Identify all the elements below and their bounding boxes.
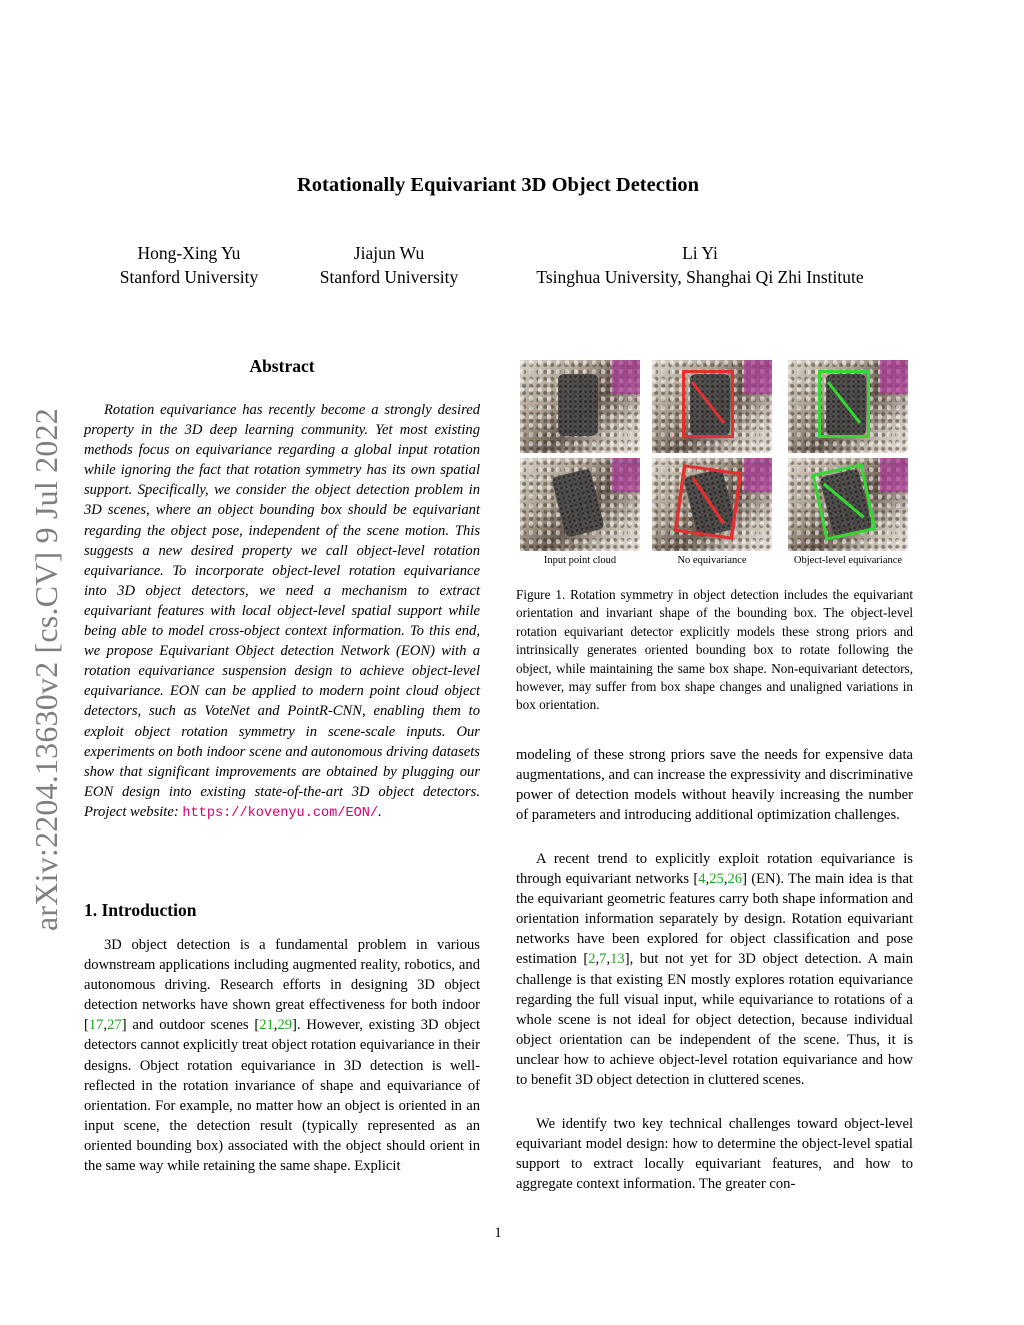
- citation-link[interactable]: 26: [727, 871, 743, 888]
- bounding-box-green: [818, 370, 870, 438]
- paper-title: Rotationally Equivariant 3D Object Detection: [297, 174, 699, 196]
- author-1: [100, 241, 278, 289]
- author-affiliation: Stanford University: [319, 267, 459, 287]
- citation-link[interactable]: 13: [610, 951, 625, 968]
- figure-label: No equivariance: [677, 555, 747, 566]
- figure-caption: Figure 1. Rotation symmetry in object detection includes the equivariant orientation and invariant shape of the bounding box. The object-level rotation equivariant detector explicitly models these strong priors and intrinsically generates oriented bounding box to rotate following the object, while maintaining the same box shape. Non-equivariant detectors, however, may suffer from box shape changes and unaligned variations in box orientation.: [516, 587, 913, 713]
- text-run: ,: [103, 1017, 108, 1034]
- citation-link[interactable]: 4: [698, 871, 706, 888]
- abstract-heading: Abstract: [249, 356, 315, 376]
- text-run: ,: [595, 951, 600, 968]
- figure-label: Input point cloud: [543, 555, 617, 566]
- introduction-heading: 1. Introduction: [84, 900, 197, 920]
- citation-link[interactable]: 17: [88, 1017, 104, 1034]
- text-run: ]. However, existing 3D object detectors cannot explicitly treat object rotation equivariance in their designs. Object rotation equivariance in 3D detection is well-reflected in the rotation invariance of shape and equivariance of orientation. For example, no matter how an object is oriented in an input scene, the detection result (typically represented as an oriented bounding box) associated with the object should orient in the same way while retaining the same shape. Explicit: [84, 1017, 481, 1175]
- author-name: Jiajun Wu: [353, 243, 425, 263]
- bounding-box-red: [682, 370, 734, 438]
- point-cloud-image: [652, 458, 772, 551]
- project-url-link[interactable]: https://kovenyu.com/EON/: [182, 805, 379, 821]
- author-3: [495, 241, 905, 289]
- bounding-box-green: [811, 463, 876, 540]
- right-paragraph-1: modeling of these strong priors save the needs for expensive data augmentations, and can increase the expressivity and discriminative power of detection models without heavily increasing the number of parameters and introducing additional optimization challenges.: [516, 747, 913, 824]
- figure-1: [520, 360, 912, 570]
- bounding-box-red: [674, 464, 743, 540]
- text-run: ,: [723, 871, 728, 888]
- point-cloud-image: [788, 458, 908, 551]
- author-name: Hong-Xing Yu: [137, 243, 241, 263]
- citation-link[interactable]: 29: [277, 1017, 293, 1034]
- page-number: 1: [494, 1225, 502, 1241]
- point-cloud-image: [788, 360, 908, 453]
- author-affiliation: Tsinghua University, Shanghai Qi Zhi Institute: [536, 267, 864, 287]
- author-affiliation: Stanford University: [119, 267, 259, 287]
- abstract-body: Rotation equivariance has recently become a strongly desired property in the 3D deep learning community. Yet most existing methods focus on equivariance regarding a global input rotation while ignoring the fact that rotation symmetry has its own spatial support. Specifically, we consider the object detection problem in 3D scenes, where an object bounding box should be equivariant regarding the object pose, independent of the scene motion. This suggests a new desired property we call object-level rotation equivariance. To incorporate object-level rotation equivariance into 3D object detectors, we need a mechanism to extract equivariant features with local object-level spatial support while being able to model cross-object context information. To this end, we propose Equivariant Object detection Network (EON) with a rotation equivariance suspension design to achieve object-level equivariance. EON can be applied to modern point cloud object detectors, such as VoteNet and PointR-CNN, enabling them to exploit object rotation symmetry in scene-scale inputs. Our experiments on both indoor scene and autonomous driving datasets show that significant improvements are obtained by plugging our EON design into existing state-of-the-art 3D object detectors. Project website: https://kovenyu.com/EON/.: [84, 402, 480, 821]
- text-run: ,: [273, 1017, 278, 1034]
- author-name: Li Yi: [682, 243, 718, 263]
- right-paragraph-3: We identify two key technical challenges toward object-level equivariant model design: how to determine the object-level spatial support to extract locally equivariant features, and how to aggregate context information. The greater con-: [516, 1116, 913, 1193]
- citation-link[interactable]: 7: [599, 951, 607, 968]
- citation-link[interactable]: 27: [107, 1017, 122, 1034]
- text-run: ] and outdoor scenes [: [121, 1017, 260, 1034]
- point-cloud-image: [652, 360, 772, 453]
- point-cloud-image: [520, 360, 640, 453]
- text-run: ], but not yet for 3D object detection. A main challenge is that existing EN mostly explores rotation equivariance regarding the full visual input, while equivariance to rotations of a whole scene is not ideal for object detection, because individual object orientation can be independent of the scene. Thus, it is unclear how to achieve object-level rotation equivariance and how to benefit 3D object detection in cluttered scenes.: [516, 951, 913, 1089]
- arxiv-identifier: arXiv:2204.13630v2 [cs.CV] 9 Jul 2022: [28, 408, 64, 931]
- text-run: ,: [705, 871, 710, 888]
- text-run: A recent trend to explicitly exploit rotation equivariance is through equivariant networks [: [516, 851, 913, 888]
- citation-link[interactable]: 2: [588, 951, 596, 968]
- text-run: ,: [606, 951, 611, 968]
- abstract-text: Rotation equivariance has recently become a strongly desired property in the 3D deep learning community. Yet most existing methods focus on equivariance regarding a global input rotation while ignoring the fact that rotation symmetry has its own spatial support. Specifically, we consider the object detection problem in 3D scenes, where an object bounding box should be equivariant regarding the object pose, independent of the scene motion. This suggests a new desired property we call object-level rotation equivariance. To incorporate object-level rotation equivariance into 3D object detectors, we need a mechanism to extract equivariant features with local object-level spatial support while being able to model cross-object context information. To this end, we propose Equivariant Object detection Network (EON) with a rotation equivariance suspension design to achieve object-level equivariance. EON can be applied to modern point cloud object detectors, such as VoteNet and PointR-CNN, enabling them to exploit object rotation symmetry in scene-scale inputs. Our experiments on both indoor scene and autonomous driving datasets show that significant improvements are obtained by plugging our EON design into existing state-of-the-art 3D object detectors. Project website:: [84, 402, 480, 820]
- text-run: 3D object detection is a fundamental problem in various downstream applications including augmented reality, robotics, and autonomous driving. Research efforts in designing 3D object detection networks have shown great effectiveness for both indoor [: [84, 937, 480, 1034]
- intro-paragraph: [84, 935, 480, 1176]
- point-cloud-image: [520, 458, 640, 551]
- figure-label: Object-level equivariance: [793, 555, 903, 566]
- right-paragraph-2: [516, 849, 913, 1090]
- text-run: ] (EN). The main idea is that the equivariant geometric features carry both shape information and orientation information separately by design. Rotation equivariant networks have been explored for object classification and pose estimation [: [516, 871, 913, 968]
- citation-link[interactable]: 25: [709, 871, 724, 888]
- author-2: [300, 241, 478, 289]
- citation-link[interactable]: 21: [259, 1017, 274, 1034]
